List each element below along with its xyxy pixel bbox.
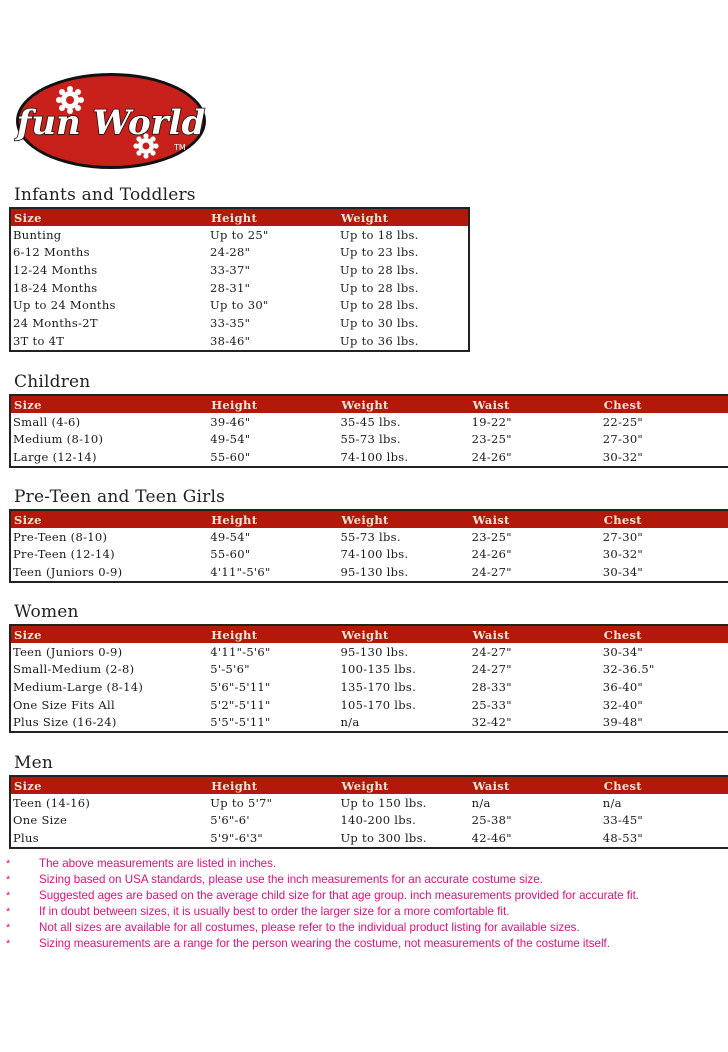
height-cell: 38-46" (210, 333, 251, 348)
header-waist: Waist (472, 397, 510, 412)
table-row (10, 448, 728, 467)
note-item (6, 920, 639, 936)
size-cell: 12-24 Months (13, 262, 98, 277)
header-height: Height (211, 627, 258, 642)
chest-cell: 48-53" (602, 831, 644, 846)
size-cell: 24 Months-2T (13, 315, 98, 330)
header-size: Size (14, 627, 42, 642)
weight-cell: Up to 28 lbs. (340, 280, 419, 295)
height-cell: 55-60" (210, 450, 251, 465)
table-row (10, 812, 728, 830)
chest-cell: 32-40" (602, 697, 644, 712)
height-cell: 55-60" (210, 547, 251, 562)
header-chest: Chest (603, 397, 642, 412)
weight-cell: n/a (340, 715, 360, 730)
height-cell: Up to 30" (210, 298, 269, 313)
note-marker: * (6, 890, 11, 903)
size-table-women (9, 624, 728, 733)
weight-cell: Up to 28 lbs. (340, 298, 419, 313)
header-weight: Weight (341, 397, 389, 412)
weight-cell: Up to 300 lbs. (340, 831, 427, 846)
waist-cell: 28-33" (471, 679, 512, 694)
table-row (10, 261, 469, 279)
table-row (10, 643, 728, 661)
weight-cell: Up to 23 lbs. (340, 245, 419, 260)
weight-cell: Up to 30 lbs. (340, 315, 419, 330)
header-size: Size (14, 210, 42, 225)
waist-cell: 24-27" (471, 662, 512, 677)
header-height: Height (211, 512, 258, 527)
fun-world-logo (14, 72, 208, 172)
table-row (10, 413, 728, 431)
size-cell: One Size Fits All (13, 697, 115, 712)
header-size: Size (14, 778, 42, 793)
weight-cell: 95-130 lbs. (340, 644, 409, 659)
height-cell: 33-37" (210, 262, 251, 277)
weight-cell: 95-130 lbs. (340, 565, 409, 580)
chest-cell: n/a (602, 795, 622, 810)
section-title-children: Children (14, 372, 91, 392)
trademark-mark: TM (174, 143, 186, 152)
table-header-row (10, 208, 469, 226)
header-size: Size (14, 397, 42, 412)
waist-cell: 24-27" (471, 644, 512, 659)
chest-cell: 22-25" (602, 414, 644, 429)
size-table-preteen (9, 509, 728, 583)
sizing-notes (6, 856, 639, 953)
size-cell: 3T to 4T (13, 333, 65, 348)
header-chest: Chest (603, 778, 642, 793)
weight-cell: 140-200 lbs. (340, 813, 417, 828)
note-text: Sizing measurements are a range for the person wearing the costume, not measurements of the costume itself. (39, 937, 610, 951)
note-marker: * (6, 922, 11, 935)
note-text: Suggested ages are based on the average child size for that age group. inch measurements provided for accurate fit. (39, 889, 640, 903)
height-cell: 5'6"-6' (210, 813, 250, 828)
size-cell: One Size (13, 813, 68, 828)
chest-cell: 30-34" (602, 565, 644, 580)
size-cell: Pre-Teen (8-10) (13, 529, 108, 544)
weight-cell: 74-100 lbs. (340, 450, 409, 465)
height-cell: 39-46" (210, 414, 251, 429)
table-row (10, 244, 469, 262)
height-cell: 5'6"-5'11" (210, 679, 271, 694)
note-text: If in doubt between sizes, it is usually best to order the larger size for a more comfortable fit. (39, 905, 510, 919)
waist-cell: 23-25" (471, 432, 512, 447)
table-row (10, 678, 728, 696)
height-cell: 24-28" (210, 245, 251, 260)
note-marker: * (6, 938, 11, 951)
height-cell: 5'5"-5'11" (210, 715, 271, 730)
header-height: Height (211, 778, 258, 793)
waist-cell: 19-22" (471, 414, 512, 429)
size-cell: Teen (Juniors 0-9) (13, 565, 123, 580)
chest-cell: 27-30" (602, 432, 644, 447)
size-cell: Teen (14-16) (13, 795, 91, 810)
header-weight: Weight (341, 210, 389, 225)
table-row (10, 314, 469, 332)
waist-cell: 42-46" (471, 831, 512, 846)
waist-cell: 24-26" (471, 547, 512, 562)
note-item (6, 872, 639, 888)
header-chest: Chest (603, 512, 642, 527)
table-header-row (10, 776, 728, 794)
header-waist: Waist (472, 627, 510, 642)
waist-cell: 25-33" (471, 697, 512, 712)
weight-cell: 135-170 lbs. (340, 679, 417, 694)
height-cell: 5'-5'6" (210, 662, 250, 677)
size-cell: Plus (13, 831, 39, 846)
section-title-infants: Infants and Toddlers (14, 185, 196, 205)
weight-cell: 105-170 lbs. (340, 697, 417, 712)
weight-cell: Up to 28 lbs. (340, 262, 419, 277)
chest-cell: 30-34" (602, 644, 644, 659)
height-cell: 33-35" (210, 315, 251, 330)
header-chest: Chest (603, 627, 642, 642)
chest-cell: 30-32" (602, 547, 644, 562)
size-cell: Teen (Juniors 0-9) (13, 644, 123, 659)
table-row (10, 431, 728, 449)
header-waist: Waist (472, 778, 510, 793)
height-cell: 28-31" (210, 280, 251, 295)
size-table-infants (9, 207, 470, 352)
chest-cell: 32-36.5" (602, 662, 655, 677)
note-text: Sizing based on USA standards, please use the inch measurements for an accurate costume size. (39, 873, 543, 887)
chest-cell: 33-45" (602, 813, 644, 828)
weight-cell: Up to 18 lbs. (340, 227, 419, 242)
note-marker: * (6, 858, 11, 870)
note-marker: * (6, 906, 11, 919)
size-cell: Bunting (13, 227, 62, 242)
note-item (6, 904, 639, 920)
table-row (10, 279, 469, 297)
table-row (10, 794, 728, 812)
section-title-women: Women (14, 602, 79, 622)
table-header-row (10, 510, 728, 528)
size-cell: Plus Size (16-24) (13, 715, 117, 730)
header-weight: Weight (341, 512, 389, 527)
table-row (10, 661, 728, 679)
size-table-children (9, 394, 728, 468)
section-title-preteen: Pre-Teen and Teen Girls (14, 487, 226, 507)
header-weight: Weight (341, 778, 389, 793)
size-cell: Pre-Teen (12-14) (13, 547, 115, 562)
table-row (10, 563, 728, 582)
header-size: Size (14, 512, 42, 527)
table-row (10, 226, 469, 244)
header-height: Height (211, 397, 258, 412)
height-cell: 5'9"-6'3" (210, 831, 264, 846)
header-height: Height (211, 210, 258, 225)
note-text: Not all sizes are available for all costumes, please refer to the individual product listing for available sizes. (39, 921, 580, 935)
weight-cell: 55-73 lbs. (340, 529, 401, 544)
note-text: The above measurements are listed in inches. (39, 857, 277, 870)
note-marker: * (6, 874, 11, 887)
height-cell: 49-54" (210, 432, 251, 447)
header-waist: Waist (472, 512, 510, 527)
height-cell: Up to 25" (210, 227, 269, 242)
size-cell: Medium-Large (8-14) (13, 679, 144, 694)
weight-cell: 100-135 lbs. (340, 662, 417, 677)
waist-cell: 24-27" (471, 565, 512, 580)
table-row (10, 528, 728, 546)
waist-cell: 24-26" (471, 450, 512, 465)
brand-name: fun World (16, 103, 206, 143)
table-header-row (10, 395, 728, 413)
chest-cell: 39-48" (602, 715, 644, 730)
note-item (6, 856, 639, 872)
table-row (10, 332, 469, 351)
chest-cell: 30-32" (602, 450, 644, 465)
note-item (6, 936, 639, 952)
table-row (10, 296, 469, 314)
weight-cell: Up to 36 lbs. (340, 333, 419, 348)
height-cell: Up to 5'7" (210, 795, 273, 810)
waist-cell: 23-25" (471, 529, 512, 544)
weight-cell: 55-73 lbs. (340, 432, 401, 447)
section-title-men: Men (14, 753, 54, 773)
table-row (10, 713, 728, 732)
size-cell: Large (12-14) (13, 450, 97, 465)
size-cell: Up to 24 Months (13, 298, 116, 313)
size-cell: Small (4-6) (13, 414, 81, 429)
waist-cell: 32-42" (471, 715, 512, 730)
table-header-row (10, 625, 728, 643)
size-cell: 6-12 Months (13, 245, 90, 260)
header-weight: Weight (341, 627, 389, 642)
weight-cell: Up to 150 lbs. (340, 795, 427, 810)
size-cell: Medium (8-10) (13, 432, 104, 447)
table-row (10, 546, 728, 564)
height-cell: 4'11"-5'6" (210, 565, 271, 580)
size-cell: 18-24 Months (13, 280, 98, 295)
height-cell: 49-54" (210, 529, 251, 544)
chest-cell: 36-40" (602, 679, 644, 694)
waist-cell: n/a (471, 795, 491, 810)
waist-cell: 25-38" (471, 813, 512, 828)
size-table-men (9, 775, 728, 849)
size-cell: Small-Medium (2-8) (13, 662, 135, 677)
table-row (10, 696, 728, 714)
weight-cell: 35-45 lbs. (340, 414, 401, 429)
height-cell: 5'2"-5'11" (210, 697, 271, 712)
table-row (10, 829, 728, 848)
note-item (6, 888, 639, 904)
weight-cell: 74-100 lbs. (340, 547, 409, 562)
chest-cell: 27-30" (602, 529, 644, 544)
height-cell: 4'11"-5'6" (210, 644, 271, 659)
